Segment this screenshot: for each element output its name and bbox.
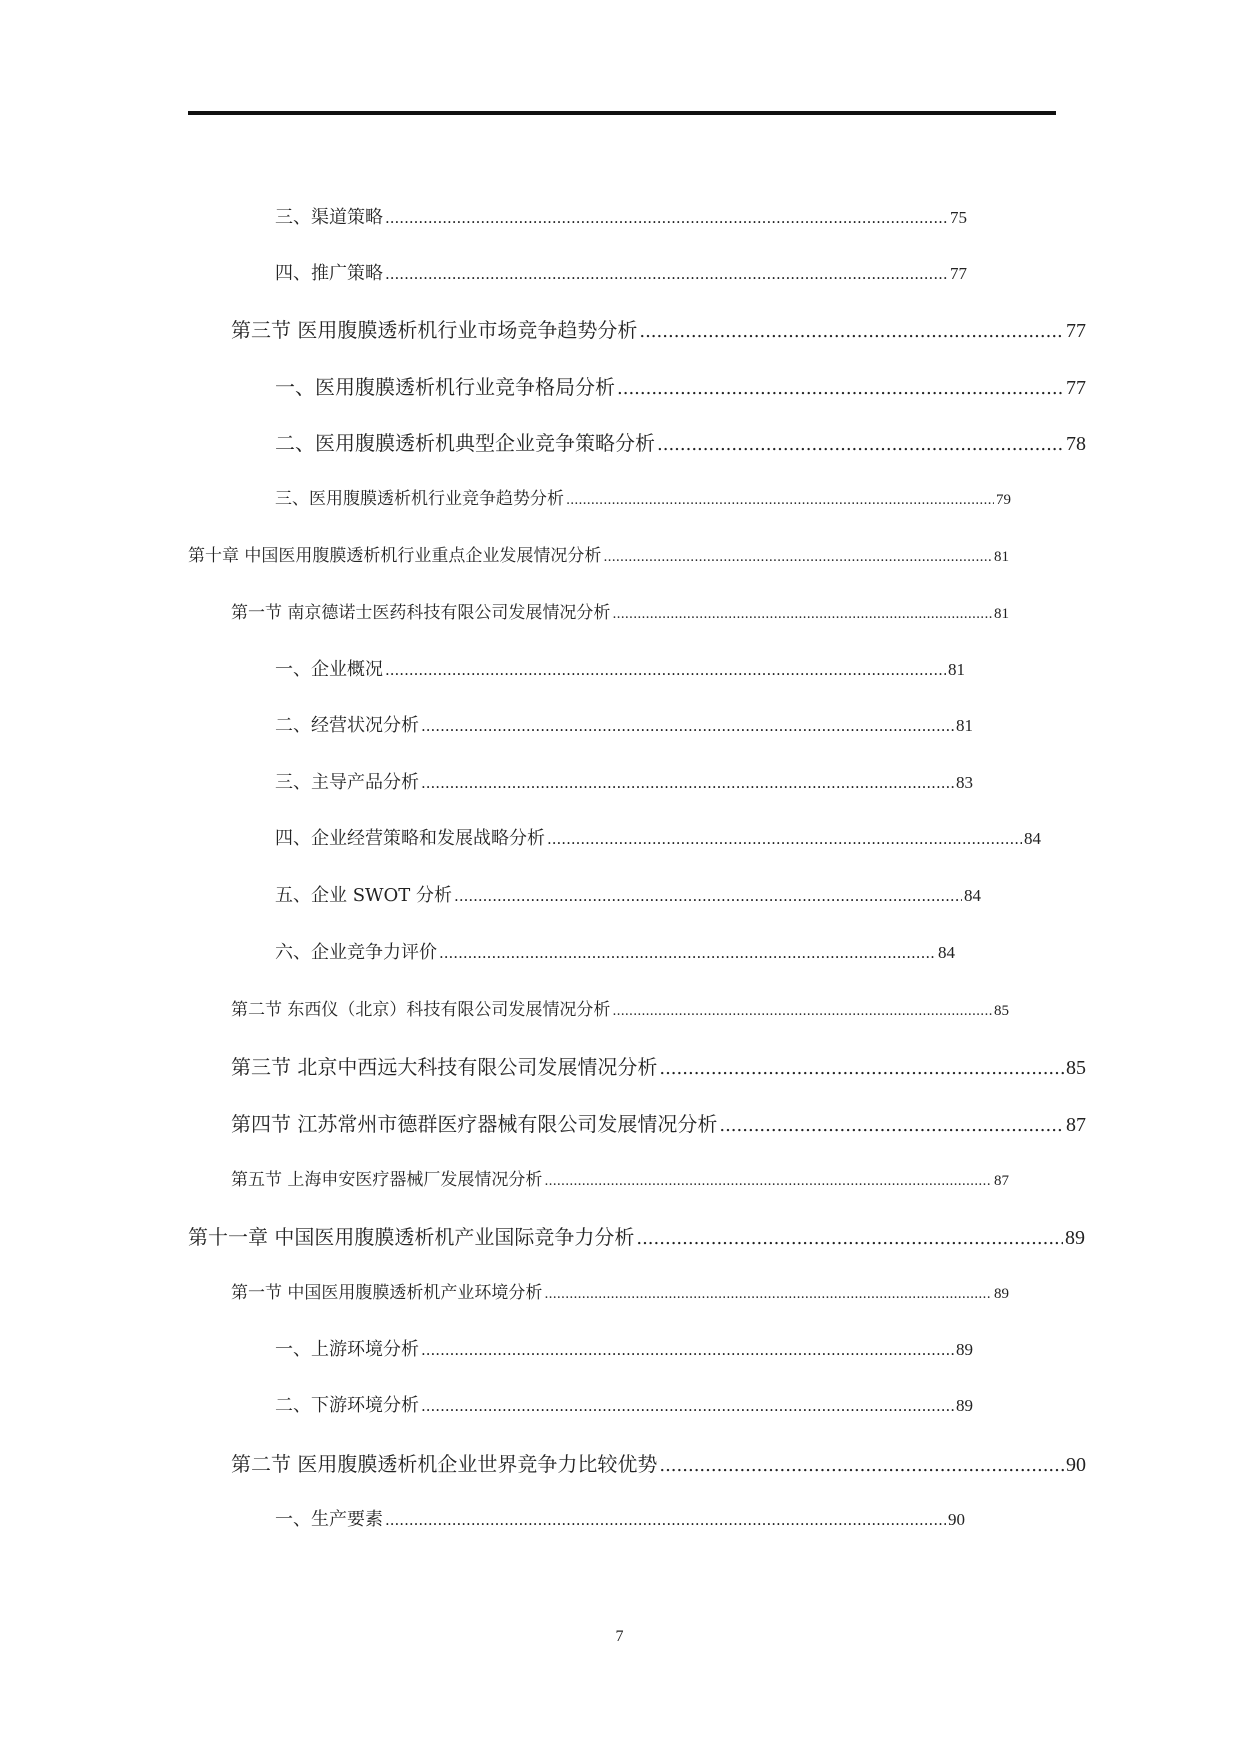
toc-entry[interactable] [275, 484, 1011, 509]
toc-entry[interactable] [275, 203, 967, 229]
toc-leader-dots [421, 1397, 954, 1415]
toc-leader-dots [385, 1511, 946, 1529]
toc-entry-label: 第一节 中国医用腹膜透析机产业环境分析 [231, 1283, 543, 1303]
toc-entry[interactable] [275, 371, 1086, 400]
toc-entry-page: 84 [938, 943, 955, 962]
toc-entry-label: 二、经营状况分析 [275, 715, 419, 736]
toc-leader-dots [612, 1004, 992, 1019]
toc-entry-label: 六、企业竞争力评价 [275, 942, 437, 963]
toc-entry[interactable] [275, 711, 973, 737]
toc-entry-label: 五、企业 SWOT 分析 [275, 885, 453, 906]
toc-entry-page: 84 [964, 886, 981, 905]
toc-leader-dots [544, 1287, 992, 1302]
toc-entry[interactable] [231, 1278, 1009, 1303]
toc-entry-label: 第三节 医用腹膜透析机行业市场竞争趋势分析 [231, 318, 638, 342]
toc-entry[interactable] [231, 995, 1009, 1020]
toc-entry-page: 79 [996, 492, 1011, 508]
toc-entry-label: 一、企业概况 [275, 659, 383, 680]
page-number: 7 [615, 1628, 624, 1645]
toc-entry[interactable] [275, 655, 965, 681]
toc-entry[interactable] [275, 824, 1041, 850]
toc-entry[interactable] [275, 938, 955, 964]
toc-entry-page: 77 [1066, 377, 1086, 399]
toc-leader-dots [566, 493, 994, 508]
toc-leader-dots [659, 1058, 1064, 1079]
toc-entry-label: 三、医用腹膜透析机行业竞争趋势分析 [275, 489, 564, 509]
toc-leader-dots [659, 1455, 1064, 1476]
toc-entry-page: 78 [1066, 433, 1086, 455]
toc-entry-page: 85 [994, 1003, 1009, 1019]
toc-entry-label: 三、渠道策略 [275, 207, 383, 228]
toc-entry-label: 第二节 医用腹膜透析机企业世界竞争力比较优势 [231, 1452, 658, 1476]
toc-entry-label: 第一节 南京德诺士医药科技有限公司发展情况分析 [231, 603, 611, 623]
toc-entry-label: 第五节 上海申安医疗器械厂发展情况分析 [231, 1170, 543, 1190]
toc-leader-dots [612, 607, 992, 622]
toc-entry[interactable] [188, 1221, 1085, 1250]
toc-entry[interactable] [231, 1448, 1086, 1477]
toc-leader-dots [421, 717, 954, 735]
toc-leader-dots [385, 265, 948, 283]
toc-entry[interactable] [275, 259, 967, 285]
toc-entry[interactable] [231, 314, 1086, 343]
toc-entry-page: 77 [1066, 320, 1086, 342]
toc-leader-dots [636, 1228, 1063, 1249]
toc-entry[interactable] [275, 427, 1086, 456]
toc-entry-page: 81 [994, 606, 1009, 622]
toc-leader-dots [421, 774, 954, 792]
toc-entry[interactable] [275, 1391, 973, 1417]
toc-entry-label: 二、医用腹膜透析机典型企业竞争策略分析 [275, 431, 655, 455]
toc-entry[interactable] [275, 768, 973, 794]
toc-entry[interactable] [231, 1108, 1086, 1137]
toc-entry-page: 85 [1066, 1057, 1086, 1079]
toc-entry-label: 三、主导产品分析 [275, 772, 419, 793]
toc-leader-dots [385, 209, 948, 227]
toc-leader-dots [719, 1115, 1064, 1136]
toc-entry-page: 89 [956, 1396, 973, 1415]
toc-entry-page: 75 [950, 208, 967, 227]
toc-entry-page: 81 [948, 660, 965, 679]
toc-leader-dots [421, 1341, 954, 1359]
toc-entry-label: 第十一章 中国医用腹膜透析机产业国际竞争力分析 [188, 1225, 635, 1249]
header-rule [188, 111, 1056, 115]
toc-entry-page: 89 [956, 1340, 973, 1359]
toc-entry-label: 二、下游环境分析 [275, 1395, 419, 1416]
toc-entry[interactable] [275, 881, 981, 907]
toc-entry-label: 一、上游环境分析 [275, 1339, 419, 1360]
toc-entry[interactable] [275, 1335, 973, 1361]
toc-entry-page: 77 [950, 264, 967, 283]
toc-entry[interactable] [231, 1051, 1086, 1080]
toc-leader-dots [439, 944, 936, 962]
toc-entry[interactable] [231, 1165, 1009, 1190]
toc-entry-label: 四、推广策略 [275, 263, 383, 284]
toc-entry-page: 81 [956, 716, 973, 735]
toc-entry[interactable] [275, 1505, 965, 1531]
toc-leader-dots [544, 1174, 992, 1189]
toc-entry-page: 90 [1066, 1454, 1086, 1476]
toc-leader-dots [454, 887, 962, 905]
toc-entry[interactable] [231, 598, 1009, 623]
toc-entry-label: 第三节 北京中西远大科技有限公司发展情况分析 [231, 1055, 658, 1079]
toc-entry-label: 一、生产要素 [275, 1509, 383, 1530]
toc-entry-page: 84 [1024, 829, 1041, 848]
toc-entry-page: 87 [1066, 1114, 1086, 1136]
toc-entry-page: 89 [994, 1286, 1009, 1302]
toc-entry-page: 81 [994, 549, 1009, 565]
toc-entry-page: 90 [948, 1510, 965, 1529]
toc-leader-dots [617, 378, 1064, 399]
toc-entry-label: 四、企业经营策略和发展战略分析 [275, 828, 545, 849]
toc-leader-dots [603, 550, 992, 565]
toc-entry[interactable] [188, 541, 1009, 566]
toc-entry-label: 一、医用腹膜透析机行业竞争格局分析 [275, 375, 615, 399]
toc-entry-label: 第十章 中国医用腹膜透析机行业重点企业发展情况分析 [188, 546, 602, 566]
toc-leader-dots [657, 434, 1064, 455]
toc-entry-label: 第四节 江苏常州市德群医疗器械有限公司发展情况分析 [231, 1112, 718, 1136]
toc-entry-page: 83 [956, 773, 973, 792]
toc-entry-page: 87 [994, 1173, 1009, 1189]
toc-leader-dots [547, 830, 1022, 848]
toc-leader-dots [385, 661, 946, 679]
toc-entry-label: 第二节 东西仪（北京）科技有限公司发展情况分析 [231, 1000, 611, 1020]
toc-entry-page: 89 [1065, 1227, 1085, 1249]
toc-leader-dots [639, 321, 1064, 342]
